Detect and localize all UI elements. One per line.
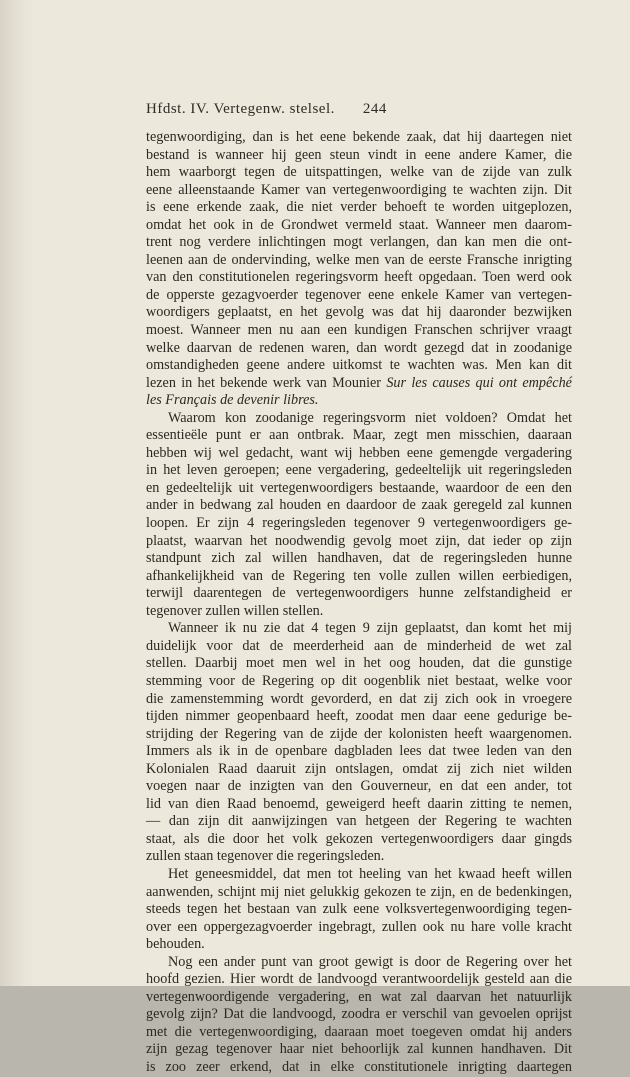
line-text: standpunt zich zal willen handhaven, dat de regeringsleden hunne	[146, 550, 572, 567]
line-text: ander in bedwang zal houden en daardoor de zaak geregeld zal kunnen	[146, 497, 572, 514]
line-text: die zamenstemming wordt gevorderd, en dat zij zich ook in vroegere	[146, 690, 572, 707]
line-text: aanwenden, schijnt mij niet gelukkig gekozen te zijn, en de bedenkingen,	[146, 883, 572, 900]
line-text: hem waarborgt tegen de uitspattingen, welke van de zijde van zulk	[146, 164, 572, 181]
text-line	[146, 884, 572, 902]
text-line	[146, 726, 572, 744]
line-text: met die vertegenwoordiging, daaraan moet toegeven omdat hij anders	[146, 1023, 572, 1040]
line-text: strijding der Regering van de zijde der kolonisten heeft waargenomen.	[146, 725, 572, 742]
text-line	[146, 1041, 572, 1059]
line-text: stemming voor de Regering op dit oogenblik niet bestaat, welke voor	[146, 672, 572, 689]
line-text: Immers als ik in de openbare dagbladen lees dat twee leden van den	[146, 743, 572, 760]
text-line	[146, 603, 572, 621]
line-text: essentieële punt er aan ontbrak. Maar, zegt men misschien, daaraan	[146, 427, 572, 444]
text-line	[146, 585, 572, 603]
line-text: staat, als die door het volk gekozen vertegenwoordigers daar gingds	[146, 830, 572, 847]
text-line	[146, 638, 572, 656]
text-line	[146, 954, 572, 972]
text-line	[146, 568, 572, 586]
italic-book-title: Sur les causes qui ont empêché	[386, 374, 572, 391]
line-text: afhankelijkheid van de Regering ten volle zullen willen eerbiedigen,	[146, 567, 572, 584]
line-text: Het geneesmiddel, dat men tot heeling van het kwaad heeft willen	[168, 865, 572, 882]
line-text: leenen aan de ondervinding, welke men van de eerste Fransche inrigting	[146, 251, 572, 268]
text-line	[146, 234, 572, 252]
text-line	[146, 1024, 572, 1042]
line-text: de opperste gezagvoerder tegenover eene enkele Kamer van vertegen-	[146, 286, 572, 303]
text-line	[146, 550, 572, 568]
line-text: Nog een ander punt van groot gewigt is door de Regering over het	[168, 953, 572, 970]
line-text: plaatst, waarvan het noodwendig gevolg moet zijn, dat ieder op zijn	[146, 532, 572, 549]
text-line	[146, 375, 572, 393]
line-text: bestand is wanneer hij geen steun vindt in eene andere Kamer, die	[146, 146, 572, 163]
line-text: tegenwoordiging, dan is het eene bekende zaak, dat hij daartegen niet	[146, 129, 572, 145]
line-text: tijden nimmer geopenbaard heeft, zoodat men daar eene gedurige be-	[146, 708, 572, 725]
text-line	[146, 269, 572, 287]
text-line	[146, 813, 572, 831]
text-line	[146, 357, 572, 375]
text-line	[146, 392, 572, 410]
line-text: moest. Wanneer men nu aan een kundigen Franschen schrijver vraagt	[146, 322, 572, 339]
text-line	[146, 901, 572, 919]
text-line	[146, 796, 572, 814]
line-text: voegen naar de inzigten van den Gouverneur, en dat een ander, tot	[146, 778, 572, 795]
text-line	[146, 691, 572, 709]
text-line	[146, 761, 572, 779]
text-line	[146, 743, 572, 761]
line-text: tegenover zullen willen stellen.	[146, 602, 324, 619]
line-text: over een oppergezagvoerder ingebragt, zullen ook nu hare volle kracht	[146, 918, 572, 935]
text-line	[146, 971, 572, 989]
line-text: loopen. Er zijn 4 regeringsleden tegenover 9 vertegenwoordigers ge-	[146, 515, 572, 532]
line-text: zullen staan tegenover die regeringsleden.	[146, 848, 385, 865]
text-line	[146, 287, 572, 305]
line-text: is eene erkende zaak, die niet verder behoeft te worden uitgeplozen,	[146, 199, 572, 216]
line-text: duidelijk voor dat de meerderheid aan de minderheid de wet zal	[146, 637, 572, 654]
line-text: omdat het ook in de Grondwet vermeld staat. Wanneer men daarom-	[146, 216, 572, 233]
line-text: woordigers geplaatst, en het gevolg was dat hij daaronder bezwijken	[146, 304, 572, 321]
text-line	[146, 778, 572, 796]
text-line	[146, 340, 572, 358]
text-line	[146, 427, 572, 445]
italic-book-title: les Français de devenir libres.	[146, 392, 319, 409]
line-text: zijn gezag tegenover haar niet behoorlijk zal kunnen handhaven. Dit	[146, 1041, 572, 1058]
line-text: behouden.	[146, 936, 205, 953]
page-binding-shadow	[0, 0, 34, 986]
line-text: hebben wij wel gedacht, want wij hebben eene gemengde vergadering	[146, 444, 572, 461]
text-line	[146, 655, 572, 673]
text-line	[146, 480, 572, 498]
text-line	[146, 1059, 572, 1077]
text-line	[146, 866, 572, 884]
chapter-title: Hfdst. IV. Vertegenw. stelsel.	[146, 101, 335, 117]
text-line	[146, 936, 572, 954]
line-text: Kolonialen Raad daaruit zijn ontslagen, omdat zij zich niet wilden	[146, 760, 572, 777]
line-text: terwijl daarentegen de vertegenwoordigers hunne zelfstandigheid er	[146, 585, 572, 602]
text-line	[146, 620, 572, 638]
text-line	[146, 147, 572, 165]
text-line	[146, 199, 572, 217]
line-text: en gedeeltelijk uit vertegenwoordigers bestaande, waardoor de een den	[146, 479, 572, 496]
page-number: 244	[362, 101, 387, 117]
text-line	[146, 217, 572, 235]
line-text: lid van dien Raad benoemd, geweigerd heeft daarin zitting te nemen,	[146, 795, 572, 812]
line-text: omstandigheden geene andere uitkomst te wachten was. Men kan dit	[146, 357, 572, 374]
text-line	[146, 462, 572, 480]
text-line	[146, 831, 572, 849]
text-line	[146, 989, 572, 1007]
text-line	[146, 252, 572, 270]
running-header	[146, 101, 486, 118]
text-line	[146, 129, 572, 147]
line-text: hoofd gezien. Hier wordt de landvoogd verantwoordelijk gesteld aan die	[146, 971, 572, 988]
text-line	[146, 322, 572, 340]
body-text	[146, 129, 572, 1077]
line-text: lezen in het bekende werk van Mounier	[146, 374, 387, 391]
text-line	[146, 673, 572, 691]
line-text: Waarom kon zoodanige regeringsvorm niet voldoen? Omdat het	[168, 409, 572, 426]
text-line	[146, 182, 572, 200]
line-text: is zoo zeer erkend, dat in elke constitutionele inrigting daartegen	[146, 1058, 572, 1075]
text-line	[146, 919, 572, 937]
text-line	[146, 1006, 572, 1024]
line-text: trent nog verdere inlichtingen mogt verlangen, dan kan men die ont-	[146, 234, 572, 251]
line-text: in het leven geroepen; eene vergadering, gedeeltelijk uit regeringsleden	[146, 462, 572, 479]
text-line	[146, 848, 572, 866]
line-text: van den constitutionelen regeringsvorm heeft opgedaan. Toen werd ook	[146, 269, 572, 286]
text-line	[146, 515, 572, 533]
line-text: Wanneer ik nu zie dat 4 tegen 9 zijn geplaatst, dan komt het mij	[168, 620, 572, 637]
line-text: eene alleenstaande Kamer van vertegenwoordiging te wachten zijn. Dit	[146, 181, 572, 198]
line-text: steeds tegen het bestaan van zulk eene volksvertegenwoordiging tegen-	[146, 901, 572, 918]
text-line	[146, 410, 572, 428]
text-line	[146, 445, 572, 463]
text-line	[146, 708, 572, 726]
line-text: gevolg zijn? Dat die landvoogd, zoodra er verschil van gevoelen oprijst	[146, 1006, 572, 1023]
line-text: stellen. Daarbij moet men wel in het oog houden, dat die gunstige	[146, 655, 572, 672]
text-line	[146, 533, 572, 551]
line-text: welke daarvan de redenen waren, dan wordt gezegd dat in zoodanige	[146, 339, 572, 356]
line-text: vertegenwoordigende vergadering, en wat zal daarvan het natuurlijk	[146, 988, 572, 1005]
text-line	[146, 164, 572, 182]
text-line	[146, 497, 572, 515]
line-text: — dan zijn dit aanwijzingen van hetgeen der Regering te wachten	[146, 813, 572, 830]
text-line	[146, 304, 572, 322]
